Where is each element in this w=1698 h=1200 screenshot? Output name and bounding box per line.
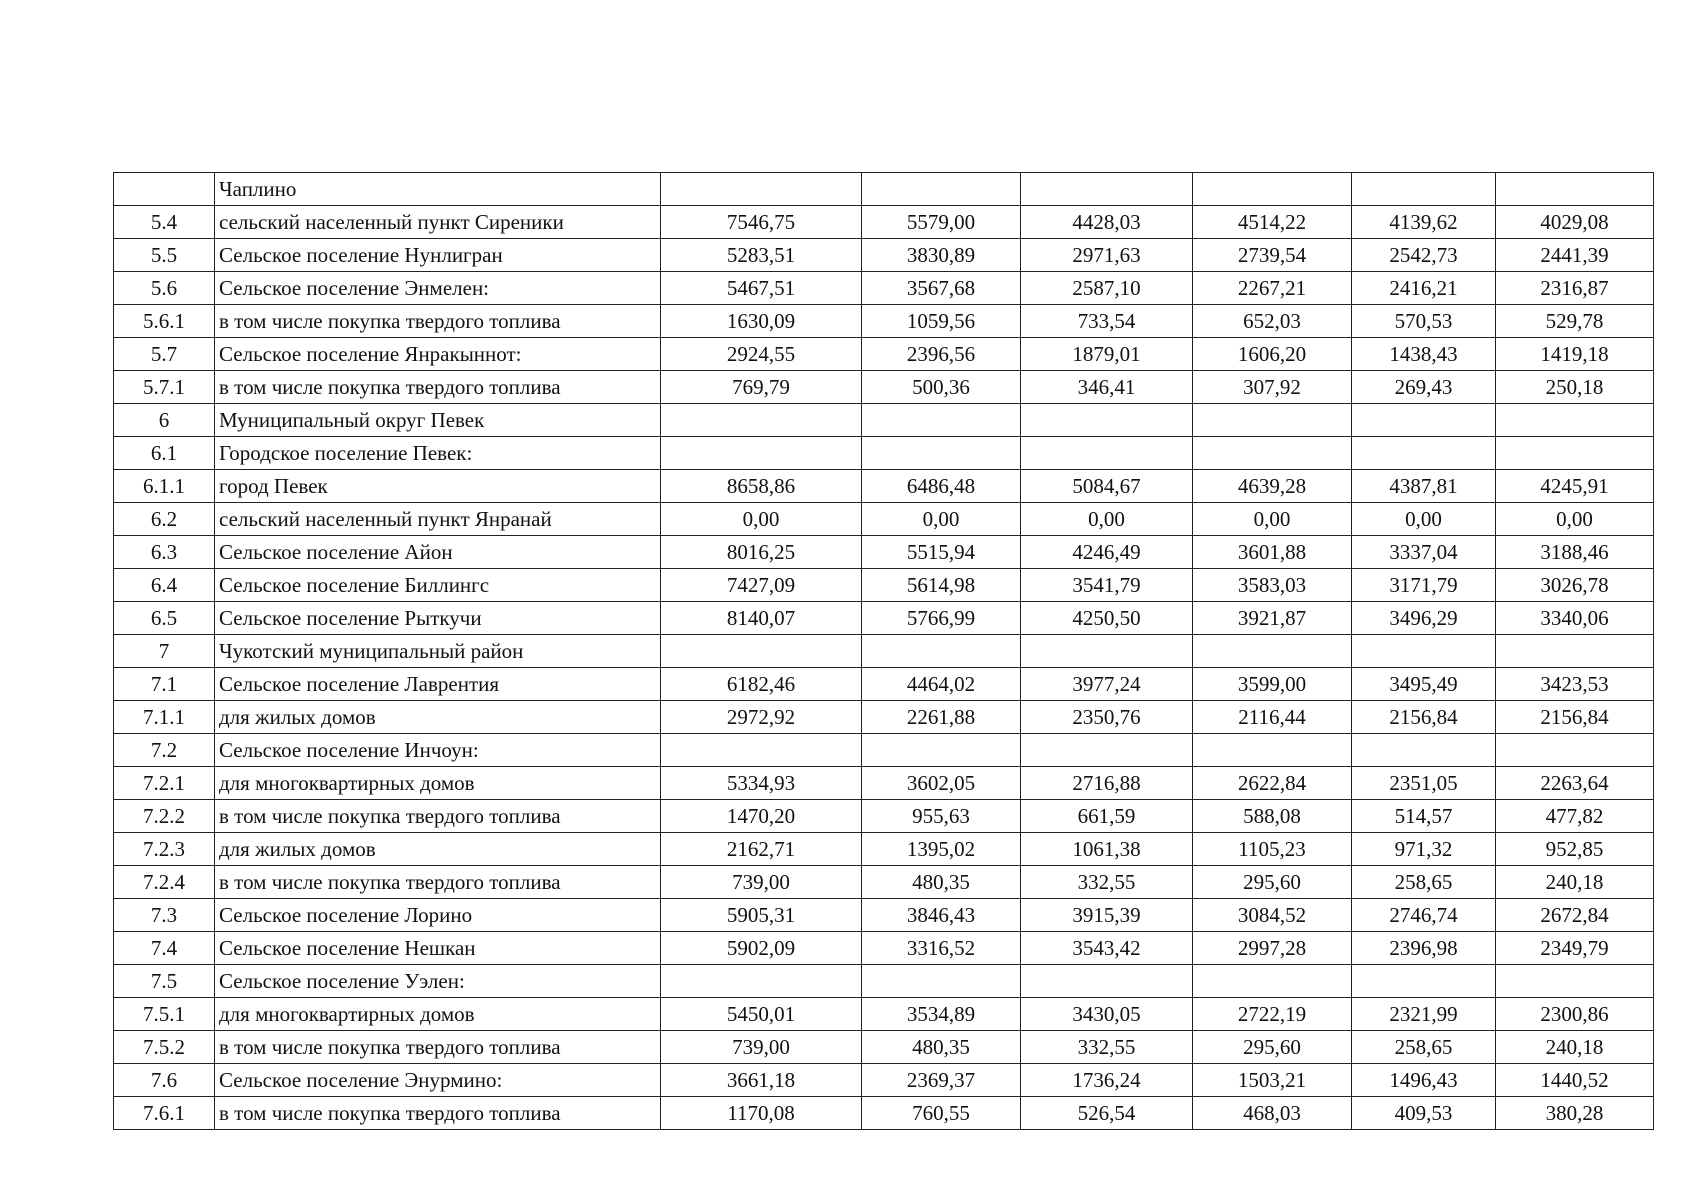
settlement-name-cell: Сельское поселение Лаврентия: [215, 668, 661, 701]
table-row: [114, 965, 1654, 998]
table-row: [114, 866, 1654, 899]
value-cell: 0,00: [1496, 503, 1654, 536]
table-row: [114, 272, 1654, 305]
value-cell: 346,41: [1021, 371, 1193, 404]
value-cell: [1193, 173, 1352, 206]
table-row: [114, 206, 1654, 239]
value-cell: 7546,75: [661, 206, 862, 239]
settlement-name-cell: Сельское поселение Янракыннот:: [215, 338, 661, 371]
value-cell: 971,32: [1352, 833, 1496, 866]
settlement-name-cell: Сельское поселение Биллингс: [215, 569, 661, 602]
value-cell: [1496, 404, 1654, 437]
value-cell: 2542,73: [1352, 239, 1496, 272]
tariff-table: [113, 172, 1654, 1130]
settlement-name-cell: для многоквартирных домов: [215, 767, 661, 800]
row-number-cell: 7.5.2: [114, 1031, 215, 1064]
settlement-name-cell: в том числе покупка твердого топлива: [215, 800, 661, 833]
settlement-name-cell: в том числе покупка твердого топлива: [215, 866, 661, 899]
settlement-name-cell: для жилых домов: [215, 833, 661, 866]
row-number-cell: 7.1: [114, 668, 215, 701]
row-number-cell: 5.6.1: [114, 305, 215, 338]
value-cell: [1352, 173, 1496, 206]
value-cell: 2349,79: [1496, 932, 1654, 965]
value-cell: 1736,24: [1021, 1064, 1193, 1097]
value-cell: 1440,52: [1496, 1064, 1654, 1097]
value-cell: 4250,50: [1021, 602, 1193, 635]
value-cell: [661, 404, 862, 437]
table-row: [114, 734, 1654, 767]
row-number-cell: 7.3: [114, 899, 215, 932]
value-cell: 1630,09: [661, 305, 862, 338]
table-row: [114, 1097, 1654, 1130]
value-cell: 380,28: [1496, 1097, 1654, 1130]
value-cell: 1170,08: [661, 1097, 862, 1130]
value-cell: 4139,62: [1352, 206, 1496, 239]
settlement-name-cell: Сельское поселение Нунлигран: [215, 239, 661, 272]
value-cell: 480,35: [862, 1031, 1021, 1064]
row-number-cell: 7: [114, 635, 215, 668]
value-cell: 1395,02: [862, 833, 1021, 866]
table-row: [114, 569, 1654, 602]
value-cell: 2162,71: [661, 833, 862, 866]
row-number-cell: 7.2.3: [114, 833, 215, 866]
value-cell: 240,18: [1496, 1031, 1654, 1064]
value-cell: 332,55: [1021, 866, 1193, 899]
value-cell: 3026,78: [1496, 569, 1654, 602]
row-number-cell: 6.3: [114, 536, 215, 569]
value-cell: 5283,51: [661, 239, 862, 272]
table-row: [114, 833, 1654, 866]
value-cell: 3316,52: [862, 932, 1021, 965]
row-number-cell: 7.2: [114, 734, 215, 767]
value-cell: 2396,56: [862, 338, 1021, 371]
value-cell: 8140,07: [661, 602, 862, 635]
value-cell: 4639,28: [1193, 470, 1352, 503]
settlement-name-cell: Чаплино: [215, 173, 661, 206]
value-cell: 269,43: [1352, 371, 1496, 404]
value-cell: [1021, 965, 1193, 998]
row-number-cell: [114, 173, 215, 206]
value-cell: 2396,98: [1352, 932, 1496, 965]
value-cell: 769,79: [661, 371, 862, 404]
value-cell: 250,18: [1496, 371, 1654, 404]
table-row: [114, 503, 1654, 536]
value-cell: 0,00: [862, 503, 1021, 536]
value-cell: [1352, 635, 1496, 668]
value-cell: 3423,53: [1496, 668, 1654, 701]
value-cell: 5766,99: [862, 602, 1021, 635]
value-cell: [661, 734, 862, 767]
value-cell: [862, 173, 1021, 206]
value-cell: 739,00: [661, 866, 862, 899]
settlement-name-cell: Муниципальный округ Певек: [215, 404, 661, 437]
settlement-name-cell: Сельское поселение Айон: [215, 536, 661, 569]
value-cell: 2716,88: [1021, 767, 1193, 800]
value-cell: 5614,98: [862, 569, 1021, 602]
value-cell: 3921,87: [1193, 602, 1352, 635]
value-cell: 955,63: [862, 800, 1021, 833]
value-cell: 500,36: [862, 371, 1021, 404]
value-cell: [862, 437, 1021, 470]
row-number-cell: 5.6: [114, 272, 215, 305]
value-cell: [862, 734, 1021, 767]
value-cell: 6486,48: [862, 470, 1021, 503]
value-cell: 2116,44: [1193, 701, 1352, 734]
value-cell: 3171,79: [1352, 569, 1496, 602]
value-cell: 652,03: [1193, 305, 1352, 338]
value-cell: 3846,43: [862, 899, 1021, 932]
value-cell: 295,60: [1193, 866, 1352, 899]
table-row: [114, 338, 1654, 371]
value-cell: 6182,46: [661, 668, 862, 701]
value-cell: [1021, 173, 1193, 206]
value-cell: [1352, 965, 1496, 998]
settlement-name-cell: сельский населенный пункт Янранай: [215, 503, 661, 536]
value-cell: 0,00: [1193, 503, 1352, 536]
row-number-cell: 7.5.1: [114, 998, 215, 1031]
value-cell: 4029,08: [1496, 206, 1654, 239]
value-cell: 5515,94: [862, 536, 1021, 569]
table-row: [114, 1064, 1654, 1097]
value-cell: 258,65: [1352, 1031, 1496, 1064]
row-number-cell: 5.5: [114, 239, 215, 272]
table-row: [114, 998, 1654, 1031]
value-cell: 3496,29: [1352, 602, 1496, 635]
settlement-name-cell: Сельское поселение Энмелен:: [215, 272, 661, 305]
value-cell: 3602,05: [862, 767, 1021, 800]
table-row: [114, 767, 1654, 800]
value-cell: 2351,05: [1352, 767, 1496, 800]
value-cell: 2997,28: [1193, 932, 1352, 965]
value-cell: [1496, 173, 1654, 206]
settlement-name-cell: в том числе покупка твердого топлива: [215, 1097, 661, 1130]
table-row: [114, 536, 1654, 569]
value-cell: [1352, 404, 1496, 437]
table-row: [114, 1031, 1654, 1064]
value-cell: 588,08: [1193, 800, 1352, 833]
settlement-name-cell: в том числе покупка твердого топлива: [215, 1031, 661, 1064]
table-row: [114, 239, 1654, 272]
table-row: [114, 701, 1654, 734]
value-cell: 3340,06: [1496, 602, 1654, 635]
value-cell: [862, 965, 1021, 998]
value-cell: 3583,03: [1193, 569, 1352, 602]
value-cell: 2739,54: [1193, 239, 1352, 272]
value-cell: 480,35: [862, 866, 1021, 899]
value-cell: 5334,93: [661, 767, 862, 800]
value-cell: 661,59: [1021, 800, 1193, 833]
value-cell: 3188,46: [1496, 536, 1654, 569]
value-cell: [1193, 965, 1352, 998]
settlement-name-cell: для жилых домов: [215, 701, 661, 734]
settlement-name-cell: в том числе покупка твердого топлива: [215, 371, 661, 404]
value-cell: 8016,25: [661, 536, 862, 569]
row-number-cell: 7.6: [114, 1064, 215, 1097]
row-number-cell: 7.5: [114, 965, 215, 998]
value-cell: 2267,21: [1193, 272, 1352, 305]
table-row: [114, 899, 1654, 932]
value-cell: 514,57: [1352, 800, 1496, 833]
value-cell: 952,85: [1496, 833, 1654, 866]
value-cell: 3534,89: [862, 998, 1021, 1031]
value-cell: 307,92: [1193, 371, 1352, 404]
value-cell: 2369,37: [862, 1064, 1021, 1097]
value-cell: 2622,84: [1193, 767, 1352, 800]
value-cell: 1438,43: [1352, 338, 1496, 371]
value-cell: 0,00: [661, 503, 862, 536]
value-cell: 468,03: [1193, 1097, 1352, 1130]
value-cell: [862, 635, 1021, 668]
table-row: [114, 635, 1654, 668]
value-cell: 409,53: [1352, 1097, 1496, 1130]
settlement-name-cell: Сельское поселение Уэлен:: [215, 965, 661, 998]
value-cell: [661, 965, 862, 998]
value-cell: 529,78: [1496, 305, 1654, 338]
value-cell: [661, 635, 862, 668]
value-cell: [1193, 437, 1352, 470]
value-cell: 5467,51: [661, 272, 862, 305]
value-cell: 733,54: [1021, 305, 1193, 338]
table-row: [114, 404, 1654, 437]
value-cell: [1021, 404, 1193, 437]
value-cell: [1021, 734, 1193, 767]
value-cell: 526,54: [1021, 1097, 1193, 1130]
value-cell: 5905,31: [661, 899, 862, 932]
settlement-name-cell: сельский населенный пункт Сиреники: [215, 206, 661, 239]
value-cell: 2300,86: [1496, 998, 1654, 1031]
value-cell: [1352, 437, 1496, 470]
value-cell: 3601,88: [1193, 536, 1352, 569]
value-cell: 1061,38: [1021, 833, 1193, 866]
settlement-name-cell: Городское поселение Певек:: [215, 437, 661, 470]
value-cell: 7427,09: [661, 569, 862, 602]
row-number-cell: 5.4: [114, 206, 215, 239]
value-cell: 3977,24: [1021, 668, 1193, 701]
value-cell: 3830,89: [862, 239, 1021, 272]
row-number-cell: 6.1: [114, 437, 215, 470]
value-cell: [661, 173, 862, 206]
value-cell: [1193, 635, 1352, 668]
value-cell: 1105,23: [1193, 833, 1352, 866]
value-cell: 4428,03: [1021, 206, 1193, 239]
settlement-name-cell: Сельское поселение Инчоун:: [215, 734, 661, 767]
row-number-cell: 5.7: [114, 338, 215, 371]
row-number-cell: 6: [114, 404, 215, 437]
settlement-name-cell: город Певек: [215, 470, 661, 503]
value-cell: 1496,43: [1352, 1064, 1496, 1097]
value-cell: 2924,55: [661, 338, 862, 371]
value-cell: [862, 404, 1021, 437]
table-row: [114, 932, 1654, 965]
value-cell: 0,00: [1352, 503, 1496, 536]
value-cell: [1496, 635, 1654, 668]
table-row: [114, 437, 1654, 470]
table-row: [114, 173, 1654, 206]
value-cell: 477,82: [1496, 800, 1654, 833]
value-cell: 2263,64: [1496, 767, 1654, 800]
settlement-name-cell: для многоквартирных домов: [215, 998, 661, 1031]
value-cell: 1059,56: [862, 305, 1021, 338]
value-cell: 2321,99: [1352, 998, 1496, 1031]
table-body: [114, 173, 1654, 1130]
value-cell: [1352, 734, 1496, 767]
row-number-cell: 7.2.2: [114, 800, 215, 833]
settlement-name-cell: Чукотский муниципальный район: [215, 635, 661, 668]
value-cell: 2316,87: [1496, 272, 1654, 305]
value-cell: 4387,81: [1352, 470, 1496, 503]
value-cell: 739,00: [661, 1031, 862, 1064]
row-number-cell: 6.5: [114, 602, 215, 635]
row-number-cell: 5.7.1: [114, 371, 215, 404]
value-cell: [1021, 437, 1193, 470]
value-cell: 3337,04: [1352, 536, 1496, 569]
value-cell: [1193, 734, 1352, 767]
value-cell: [1496, 965, 1654, 998]
row-number-cell: 7.2.1: [114, 767, 215, 800]
value-cell: 8658,86: [661, 470, 862, 503]
value-cell: 5450,01: [661, 998, 862, 1031]
value-cell: 2350,76: [1021, 701, 1193, 734]
row-number-cell: 7.1.1: [114, 701, 215, 734]
value-cell: 3543,42: [1021, 932, 1193, 965]
row-number-cell: 6.4: [114, 569, 215, 602]
value-cell: 2587,10: [1021, 272, 1193, 305]
settlement-name-cell: Сельское поселение Энурмино:: [215, 1064, 661, 1097]
settlement-name-cell: Сельское поселение Нешкан: [215, 932, 661, 965]
value-cell: 5579,00: [862, 206, 1021, 239]
value-cell: 258,65: [1352, 866, 1496, 899]
value-cell: 240,18: [1496, 866, 1654, 899]
row-number-cell: 7.2.4: [114, 866, 215, 899]
settlement-name-cell: в том числе покупка твердого топлива: [215, 305, 661, 338]
value-cell: 2261,88: [862, 701, 1021, 734]
value-cell: 1503,21: [1193, 1064, 1352, 1097]
value-cell: 2156,84: [1352, 701, 1496, 734]
table-row: [114, 668, 1654, 701]
value-cell: 4464,02: [862, 668, 1021, 701]
table-row: [114, 305, 1654, 338]
settlement-name-cell: Сельское поселение Лорино: [215, 899, 661, 932]
value-cell: [1193, 404, 1352, 437]
value-cell: [1496, 437, 1654, 470]
value-cell: 1470,20: [661, 800, 862, 833]
value-cell: 2722,19: [1193, 998, 1352, 1031]
value-cell: 760,55: [862, 1097, 1021, 1130]
table-row: [114, 602, 1654, 635]
value-cell: 2672,84: [1496, 899, 1654, 932]
value-cell: 3541,79: [1021, 569, 1193, 602]
table-row: [114, 470, 1654, 503]
value-cell: 3430,05: [1021, 998, 1193, 1031]
value-cell: 2416,21: [1352, 272, 1496, 305]
value-cell: 2971,63: [1021, 239, 1193, 272]
value-cell: 0,00: [1021, 503, 1193, 536]
value-cell: 570,53: [1352, 305, 1496, 338]
value-cell: 5084,67: [1021, 470, 1193, 503]
value-cell: [1496, 734, 1654, 767]
settlement-name-cell: Сельское поселение Рыткучи: [215, 602, 661, 635]
row-number-cell: 7.6.1: [114, 1097, 215, 1130]
table-row: [114, 371, 1654, 404]
value-cell: 2441,39: [1496, 239, 1654, 272]
value-cell: 332,55: [1021, 1031, 1193, 1064]
value-cell: 3661,18: [661, 1064, 862, 1097]
row-number-cell: 7.4: [114, 932, 215, 965]
value-cell: [661, 437, 862, 470]
value-cell: 1606,20: [1193, 338, 1352, 371]
value-cell: 4246,49: [1021, 536, 1193, 569]
value-cell: [1021, 635, 1193, 668]
value-cell: 4514,22: [1193, 206, 1352, 239]
value-cell: 2972,92: [661, 701, 862, 734]
value-cell: 1419,18: [1496, 338, 1654, 371]
value-cell: 3567,68: [862, 272, 1021, 305]
value-cell: 3495,49: [1352, 668, 1496, 701]
row-number-cell: 6.2: [114, 503, 215, 536]
value-cell: 3084,52: [1193, 899, 1352, 932]
value-cell: 4245,91: [1496, 470, 1654, 503]
value-cell: 295,60: [1193, 1031, 1352, 1064]
table-row: [114, 800, 1654, 833]
value-cell: 3915,39: [1021, 899, 1193, 932]
row-number-cell: 6.1.1: [114, 470, 215, 503]
value-cell: 2156,84: [1496, 701, 1654, 734]
value-cell: 5902,09: [661, 932, 862, 965]
value-cell: 2746,74: [1352, 899, 1496, 932]
value-cell: 3599,00: [1193, 668, 1352, 701]
value-cell: 1879,01: [1021, 338, 1193, 371]
